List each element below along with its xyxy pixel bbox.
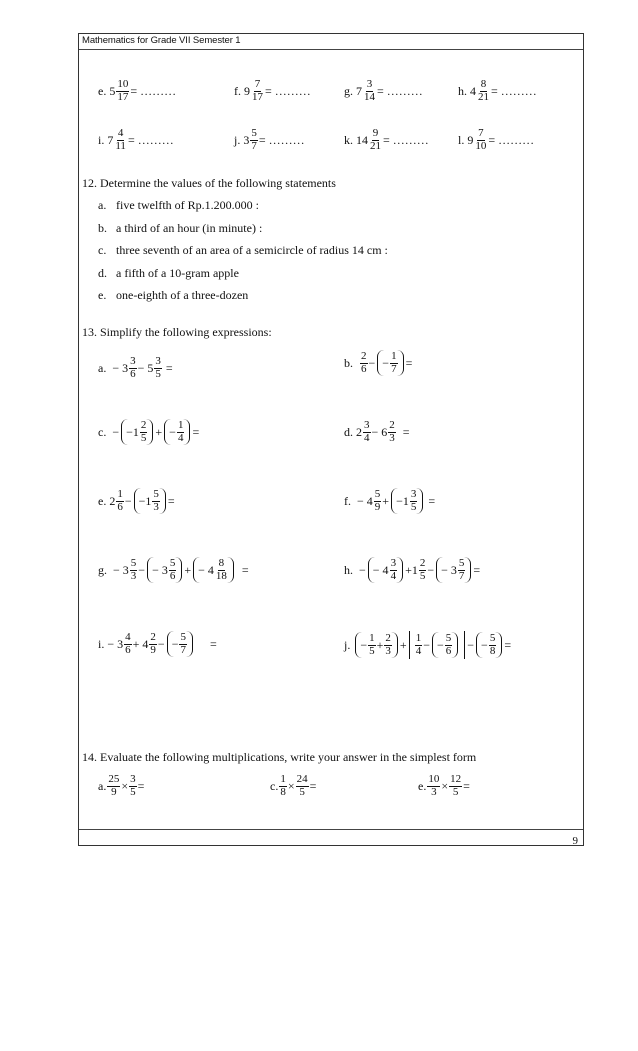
fraction: $\frac{7}{17}$ (252, 78, 263, 103)
fraction: $\frac{3}{14}$ (364, 78, 375, 103)
problem-13a: a. − 3 $\frac{3}{6}$ − 5 $\frac{3}{5}$ = (98, 355, 173, 380)
exercise-14-title: 14. Evaluate the following multiplications, write your answer in the simplest form (82, 750, 477, 764)
problem-13g: g. − 3 $\frac{5}{3}$ − − 3 $\frac{5}{6}$ + − 4 $\frac{8}{18}$ = (98, 557, 249, 582)
problem-13d: d. 2 $\frac{3}{4}$ − 6 $\frac{2}{3}$ = (344, 419, 410, 444)
statement-item: e. one-eighth of a three-dozen (98, 288, 249, 302)
multiplication-item: e. $\frac{10}{3}$ × $\frac{12}{5}$ = (418, 773, 470, 798)
fraction: $\frac{25}{9}$ (108, 773, 120, 798)
fraction: $\frac{12}{5}$ (450, 773, 462, 798)
problem-13b: b. $\frac{2}{6}$ − − $\frac{1}{7}$ = (344, 350, 413, 375)
mixed-number-item: h. 4 $\frac{8}{21}$ = ……… (458, 78, 537, 103)
fraction: $\frac{10}{17}$ (117, 78, 129, 103)
mixed-number-item: e. 5 $\frac{10}{17}$ = ……… (98, 78, 177, 103)
problem-13f: f. − 4 $\frac{5}{9}$ + −1 $\frac{3}{5}$ = (344, 488, 436, 513)
fraction: $\frac{9}{21}$ (370, 127, 381, 152)
statement-item: d. a fifth of a 10-gram apple (98, 265, 239, 280)
fraction: $\frac{3}{5}$ (130, 773, 136, 798)
mixed-number-item: l. 9 $\frac{7}{10}$ = ……… (458, 127, 535, 152)
mixed-number-item: k. 14 $\frac{9}{21}$ = ……… (344, 127, 429, 152)
problem-13e: e. 2 $\frac{1}{6}$ − −1 $\frac{5}{3}$ = (98, 488, 175, 513)
mixed-number-item: j. 3 $\frac{5}{7}$ = ……… (234, 127, 305, 152)
mixed-number-item: i. 7 $\frac{4}{11}$ = ……… (98, 127, 174, 152)
page-header: Mathematics for Grade VII Semester 1 (82, 35, 241, 46)
multiplication-item: c. $\frac{1}{8}$ × $\frac{24}{5}$ = (270, 773, 317, 798)
problem-13j: j. − $\frac{1}{5}$ + $\frac{2}{3}$ + $\frac{1}{4}$ − − $\frac{5}{6}$ − − $\frac{5}{8}$ = (344, 631, 511, 659)
fraction: $\frac{4}{11}$ (115, 127, 126, 152)
mixed-number-item: f. 9 $\frac{7}{17}$ = ……… (234, 78, 311, 103)
problem-13c: c. − −1 $\frac{2}{5}$ + − $\frac{1}{4}$ = (98, 419, 200, 444)
fraction: $\frac{24}{5}$ (296, 773, 308, 798)
problem-13h: h. − − 4 $\frac{3}{4}$ +1 $\frac{2}{5}$ − − 3 $\frac{5}{7}$ = (344, 557, 481, 582)
fraction: $\frac{5}{7}$ (251, 127, 257, 152)
statement-item: b. a third of an hour (in minute) : (98, 220, 263, 235)
fraction: $\frac{8}{21}$ (478, 78, 489, 103)
fraction: $\frac{7}{10}$ (475, 127, 487, 152)
exercise-12-title: 12. Determine the values of the following statements (82, 176, 336, 190)
header-rule (79, 49, 583, 50)
statement-item: a. five twelfth of Rp.1.200.000 : (98, 198, 259, 212)
exercise-13-title: 13. Simplify the following expressions: (82, 325, 272, 339)
mixed-number-item: g. 7 $\frac{3}{14}$ = ……… (344, 78, 423, 103)
multiplication-item: a. $\frac{25}{9}$ × $\frac{3}{5}$ = (98, 773, 145, 798)
footer-rule (79, 829, 583, 830)
problem-13i: i. − 3 $\frac{4}{6}$ + 4 $\frac{2}{9}$ − − $\frac{5}{7}$ = (98, 631, 217, 656)
fraction: $\frac{10}{3}$ (428, 773, 440, 798)
page-number: 9 (572, 835, 578, 847)
statement-item: c. three seventh of an area of a semicircle of radius 14 cm : (98, 243, 388, 257)
fraction: $\frac{1}{8}$ (280, 773, 286, 798)
